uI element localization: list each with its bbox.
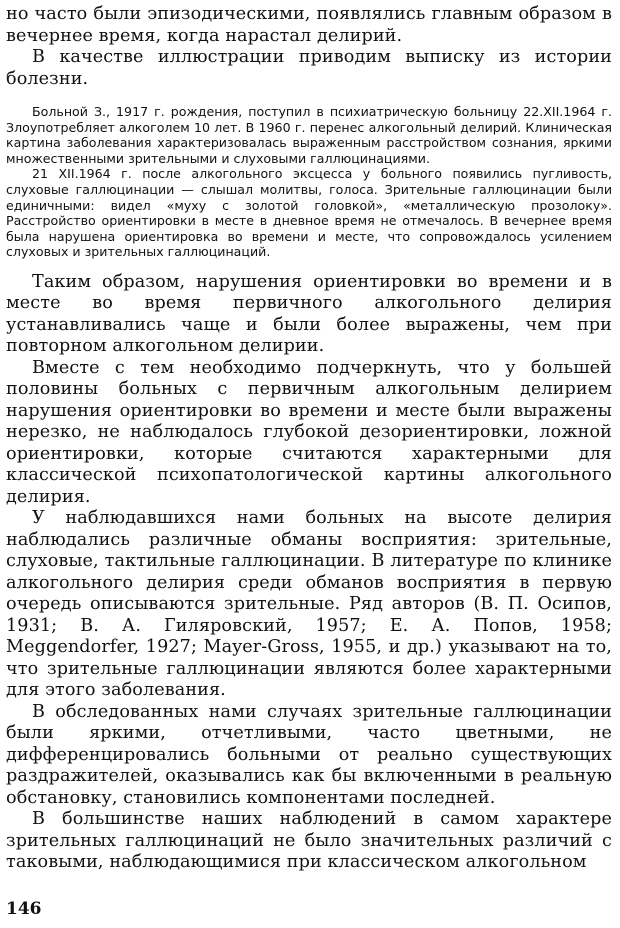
spacer — [6, 90, 612, 104]
page-number: 146 — [6, 899, 42, 919]
body-paragraph: Вместе с тем необходимо подчеркнуть, что у большей половины больных с первичным алкогольным делирием нарушения ориентировки во времени и месте были выражены нерезко, не наблюдалось глубокой дезориентировки, ложной ориентировки, которые считаются характерными для классической психопатологической картины алкогольного делирия. — [6, 357, 612, 507]
body-paragraph: В большинстве наших наблюдений в самом характере зрительных галлюцинаций не было значительных различий с таковыми, наблюдающимися при классическом алкогольном — [6, 809, 612, 873]
body-paragraph: В обследованных нами случаях зрительные галлюцинации были яркими, отчетливыми, часто цветными, не дифференцировались больными от реально существующих раздражителей, оказывались как бы включенными в реальную обстановку, становились компонентами последней. — [6, 701, 612, 808]
body-paragraph: У наблюдавшихся нами больных на высоте делирия наблюдались различные обманы восприятия: зрительные, слуховые, тактильные галлюцинации. В литературе по клинике алкогольного делирия среди обманов восприятия в первую очередь описываются зрительные. Ряд авторов (В. П. Осипов, 1931; В. А. Гиляровский, 1957; Е. А. Попов, 1958; Meggendorfer, 1927; Mayer-Gross, 1955, и др.) указывают на то, что зрительные галлюцинации являются более характерными для этого заболевания. — [6, 508, 612, 701]
illustration-paragraph: В качестве иллюстрации приводим выписку из истории болезни. — [6, 47, 612, 89]
intro-paragraph: но часто были эпизодическими, появлялись главным образом в вечернее время, когда нарастал делирий. — [6, 4, 612, 46]
spacer — [6, 260, 612, 272]
case-history-paragraph: 21 XII.1964 г. после алкогольного эксцесса у больного появились пугливость, слуховые галлюцинации — слышал молитвы, голоса. Зрительные галлюцинации были единичными: видел «муху с золотой головкой», «металлическую прозолоку». Расстройство ориентировки в месте в дневное время не отмечалось. В вечернее время была нарушена ориентировка во времени и месте, что сопровождалось усилением слуховых и зрительных галлюцинаций. — [6, 166, 612, 260]
case-history-paragraph: Больной З., 1917 г. рождения, поступил в психиатрическую больницу 22.XII.1964 г. Злоупотребляет алкоголем 10 лет. В 1960 г. перенес алкогольный делирий. Клиническая картина заболевания характеризовалась выраженным расстройством сознания, яркими множественными зрительными и слуховыми галлюцинациями. — [6, 104, 612, 166]
body-paragraph: Таким образом, нарушения ориентировки во времени и в месте во время первичного алкогольного делирия устанавливались чаще и были более выражены, чем при повторном алкогольном делирии. — [6, 271, 612, 357]
